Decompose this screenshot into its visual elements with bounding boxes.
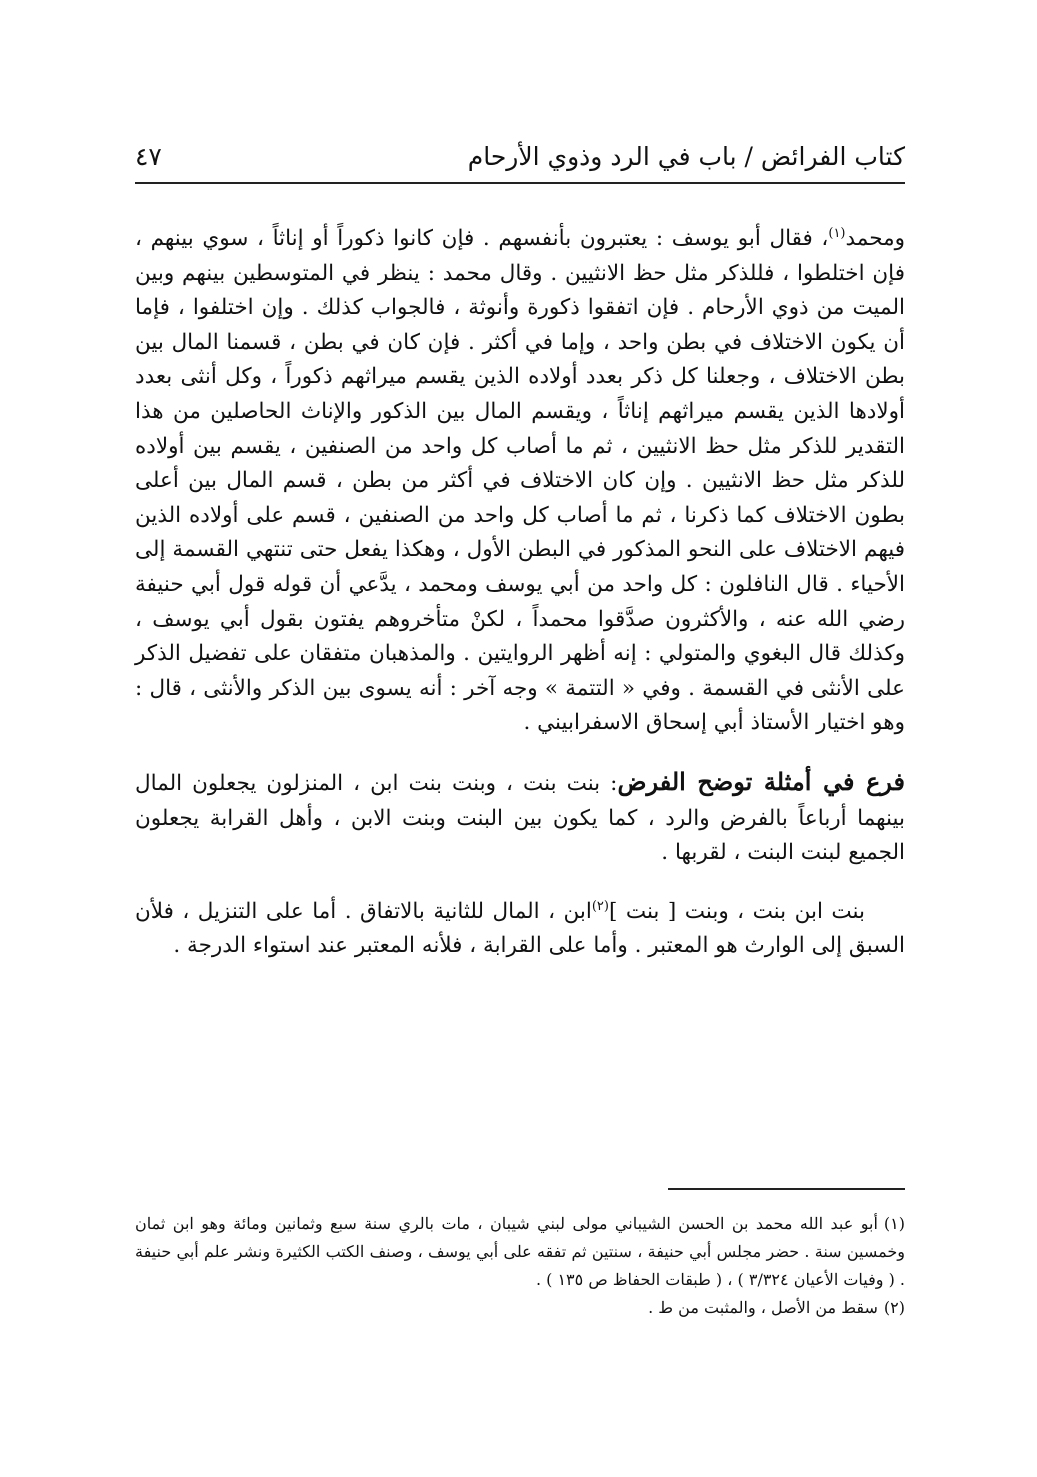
paragraph-1-start: ومحمد <box>845 226 905 251</box>
running-title: كتاب الفرائض / باب في الرد وذوي الأرحام <box>467 142 905 171</box>
paragraph-2 <box>135 765 905 871</box>
paragraph-2-text: : بنت بنت ، وبنت بنت ابن ، المنزلون يجعلون المال بينهما أرباعاً بالفرض والرد ، كما يكون بين البنت وبنت الابن ، وأهل القرابة يجعلون الجميع لبنت البنت ، لقربها . <box>135 770 905 866</box>
running-header <box>135 138 905 184</box>
paragraph-3 <box>135 895 905 964</box>
footnote-1 <box>135 1210 905 1294</box>
footnote-1-marker: (١) <box>883 1214 905 1233</box>
footnotes <box>135 1210 905 1322</box>
page-number: ٤٧ <box>135 142 162 171</box>
footnote-2 <box>135 1294 905 1322</box>
footnote-2-marker: (٢) <box>883 1298 905 1317</box>
footnote-ref-2[interactable]: (٢) <box>591 898 609 914</box>
section-heading: فرع في أمثلة توضح الفرض <box>617 766 905 796</box>
paragraph-3-text: ابن ، المال للثانية بالاتفاق . أما على التنزيل ، فلأن السبق إلى الوارث هو المعتبر . وأما على القرابة ، فلأنه المعتبر عند استواء الدرجة . <box>135 898 905 959</box>
paragraph-1-text: ، فقال أبو يوسف : يعتبرون بأنفسهم . فإن كانوا ذكوراً أو إناثاً ، سوي بينهم ، فإن اختلطوا ، فللذكر مثل حظ الانثيين . وقال محمد : ينظر في المتوسطين بينهم وبين الميت من ذوي الأرحام . فإن اتفقوا ذكورة وأنوثة ، فالجواب كذلك . وإن اختلفوا ، فإما أن يكون الاختلاف في بطن واحد ، وإما في أكثر . فإن كان في بطن ، قسمنا المال بين بطن الاختلاف ، وجعلنا كل ذكر بعدد أولاده الذين يقسم ميراثهم ذكوراً ، وكل أنثى بعدد أولادها الذين يقسم ميراثهم إناثاً ، ويقسم المال بين الذكور والإناث الحاصلين من هذا التقدير للذكر مثل حظ الانثيين ، ثم ما أصاب كل واحد من الصنفين ، يقسم بين أولاده للذكر مثل حظ الانثيين . وإن كان الاختلاف في أكثر من بطن ، قسم المال بين أعلى بطون الاختلاف كما ذكرنا ، ثم ما أصاب كل واحد من الصنفين ، قسم على أولاده الذين فيهم الاختلاف على النحو المذكور في البطن الأول ، وهكذا يفعل حتى تنتهي القسمة إلى الأحياء . قال النافلون : كل واحد من أبي يوسف ومحمد ، يدَّعي أن قوله قول أبي حنيفة رضي الله عنه ، والأكثرون صدَّقوا محمداً ، لكنْ متأخروهم يفتون بقول أبي يوسف ، وكذلك قال البغوي والمتولي : إنه أظهر الروايتين . والمذهبان متفقان على تفضيل الذكر على الأنثى في القسمة . وفي « التتمة » وجه آخر : أنه يسوى بين الذكر والأنثى ، قال : وهو اختيار الأستاذ أبي إسحاق الاسفرابيني . <box>135 226 905 736</box>
paragraph-3-start: بنت ابن بنت ، وبنت [ بنت ] <box>608 898 865 924</box>
paragraph-1 <box>135 222 905 741</box>
main-text <box>135 222 905 964</box>
footnote-2-text: سقط من الأصل ، والمثبت من ط . <box>648 1298 878 1317</box>
header-rule <box>135 182 905 184</box>
footnote-ref-1[interactable]: (١) <box>828 225 846 241</box>
footnote-rule <box>668 1188 905 1190</box>
footnote-1-text: أبو عبد الله محمد بن الحسن الشيباني مولى لبني شيبان ، مات بالري سنة سبع وثمانين ومائة وهو ابن ثمان وخمسين سنة . حضر مجلس أبي حنيفة ، سنتين ثم تفقه على أبي يوسف ، وصنف الكتب الكثيرة ونشر علم أبي حنيفة . ( وفيات الأعيان ٣/٣٢٤ ) ، ( طبقات الحفاظ ص ١٣٥ ) . <box>135 1214 905 1289</box>
